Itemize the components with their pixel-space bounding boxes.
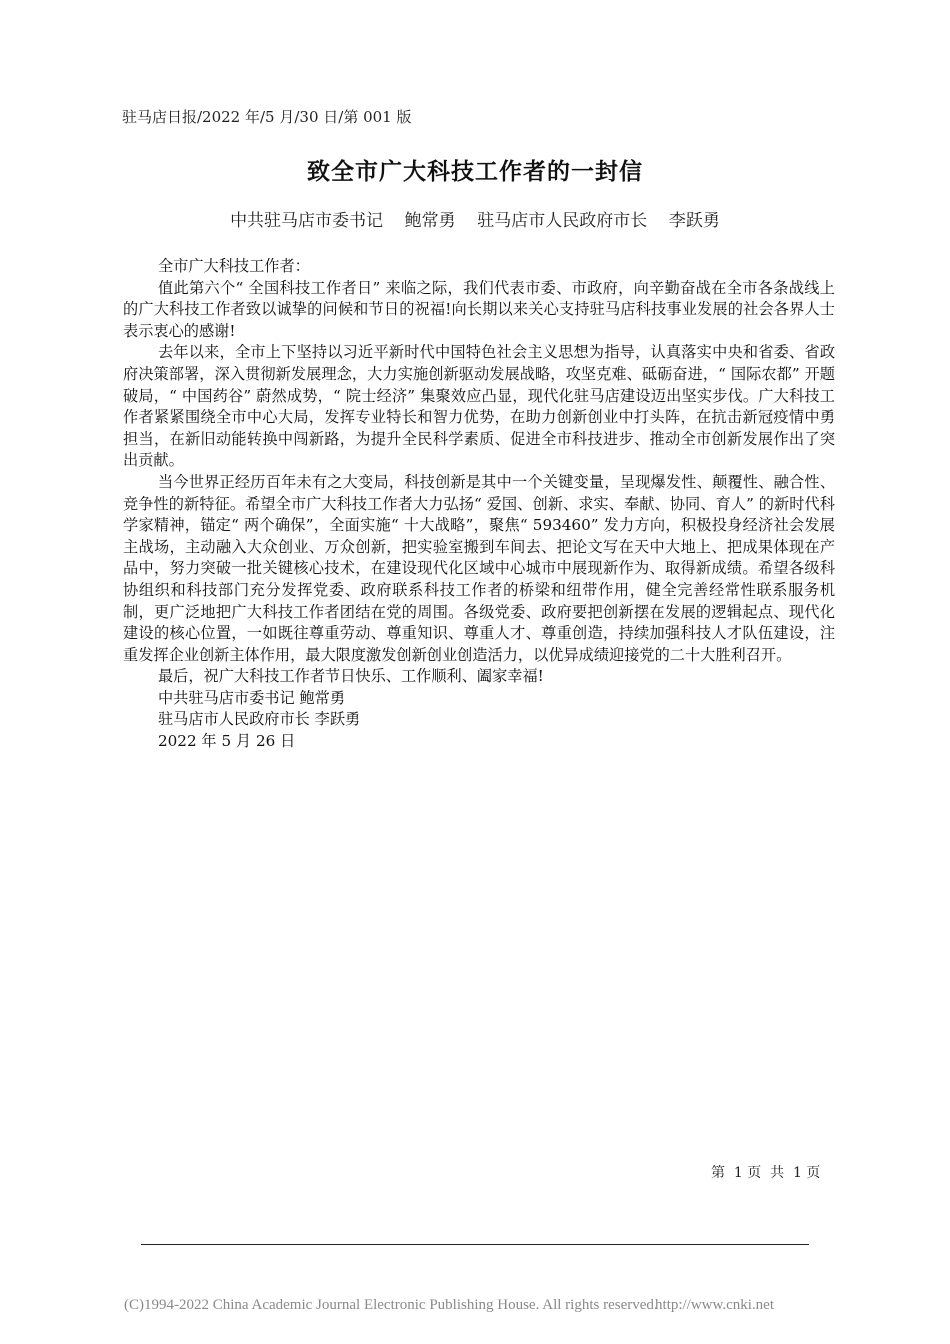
letter-signature-party-secretary: 中共驻马店市委书记 鲍常勇 xyxy=(157,688,346,707)
letter-body xyxy=(123,256,835,753)
article-authors: 中共驻马店市委书记 鲍常勇 驻马店市人民政府市长 李跃勇 xyxy=(230,211,720,231)
cnki-url: http://www.cnki.net xyxy=(655,1297,775,1313)
letter-salutation: 全市广大科技工作者： xyxy=(157,257,310,275)
article-title: 致全市广大科技工作者的一封信 xyxy=(307,158,643,185)
letter-date: 2022 年 5 月 26 日 xyxy=(157,732,296,751)
letter-signature-mayor: 驻马店市人民政府市长 李跃勇 xyxy=(157,710,361,729)
copyright-notice: (C)1994-2022 China Academic Journal Electronic Publishing House. All rights reserved. xyxy=(124,1297,658,1313)
footer-divider xyxy=(141,1244,809,1245)
newspaper-source-line: 驻马店日报/2022 年/5 月/30 日/第 001 版 xyxy=(122,108,412,126)
letter-paragraph: 去年以来，全市上下坚持以习近平新时代中国特色社会主义思想为指导，认真落实中央和省委、省政府决策部署，深入贯彻新发展理念，大力实施创新驱动发展战略，攻坚克难、砥砺奋进，“ 国际农都” 开题破局，“ 中国药谷” 蔚然成势，“ 院士经济” 集聚效应凸显，现代化驻马店建设迈出坚实步伐。广大科技工作者紧紧围绕全市中心大局，发挥专业特长和智力优势，在助力创新创业中打头阵，在抗击新冠疫情中勇担当，在新旧动能转换中闯新路，为提升全民科学素质、促进全市科技进步、推动全市创新发展作出了突出贡献。 xyxy=(123,343,835,470)
letter-paragraph: 值此第六个“ 全国科技工作者日” 来临之际，我们代表市委、市政府，向辛勤奋战在全市各条战线上的广大科技工作者致以诚挚的问候和节日的祝福!向长期以来关心支持驻马店科技事业发展的社会各界人士表示衷心的感谢! xyxy=(123,278,835,340)
letter-paragraph: 最后，祝广大科技工作者节日快乐、工作顺利、阖家幸福! xyxy=(157,667,544,686)
letter-paragraph: 当今世界正经历百年未有之大变局，科技创新是其中一个关键变量，呈现爆发性、颠覆性、融合性、竞争性的新特征。希望全市广大科技工作者大力弘扬“ 爱国、创新、求实、奉献、协同、育人” 的新时代科学家精神，锚定“ 两个确保”，全面实施“ 十大战略”，聚焦“ 593460” 发力方向，积极投身经济社会发展主战场，主动融入大众创业、万众创新，把实验室搬到车间去、把论文写在天中大地上、把成果体现在产品中，努力突破一批关键核心技术，在建设现代化区域中心城市中展现新作为、取得新成绩。希望各级科协组织和科技部门充分发挥党委、政府联系科技工作者的桥梁和纽带作用，健全完善经常性联系服务机制，更广泛地把广大科技工作者团结在党的周围。各级党委、政府要把创新摆在发展的逻辑起点、现代化建设的核心位置，一如既往尊重劳动、尊重知识、尊重人才、尊重创造，持续加强科技人才队伍建设，注重发挥企业创新主体作用，最大限度激发创新创业创造活力，以优异成绩迎接党的二十大胜利召开。 xyxy=(123,472,835,664)
page-number: 第 1 页 共 1 页 xyxy=(711,1165,821,1181)
